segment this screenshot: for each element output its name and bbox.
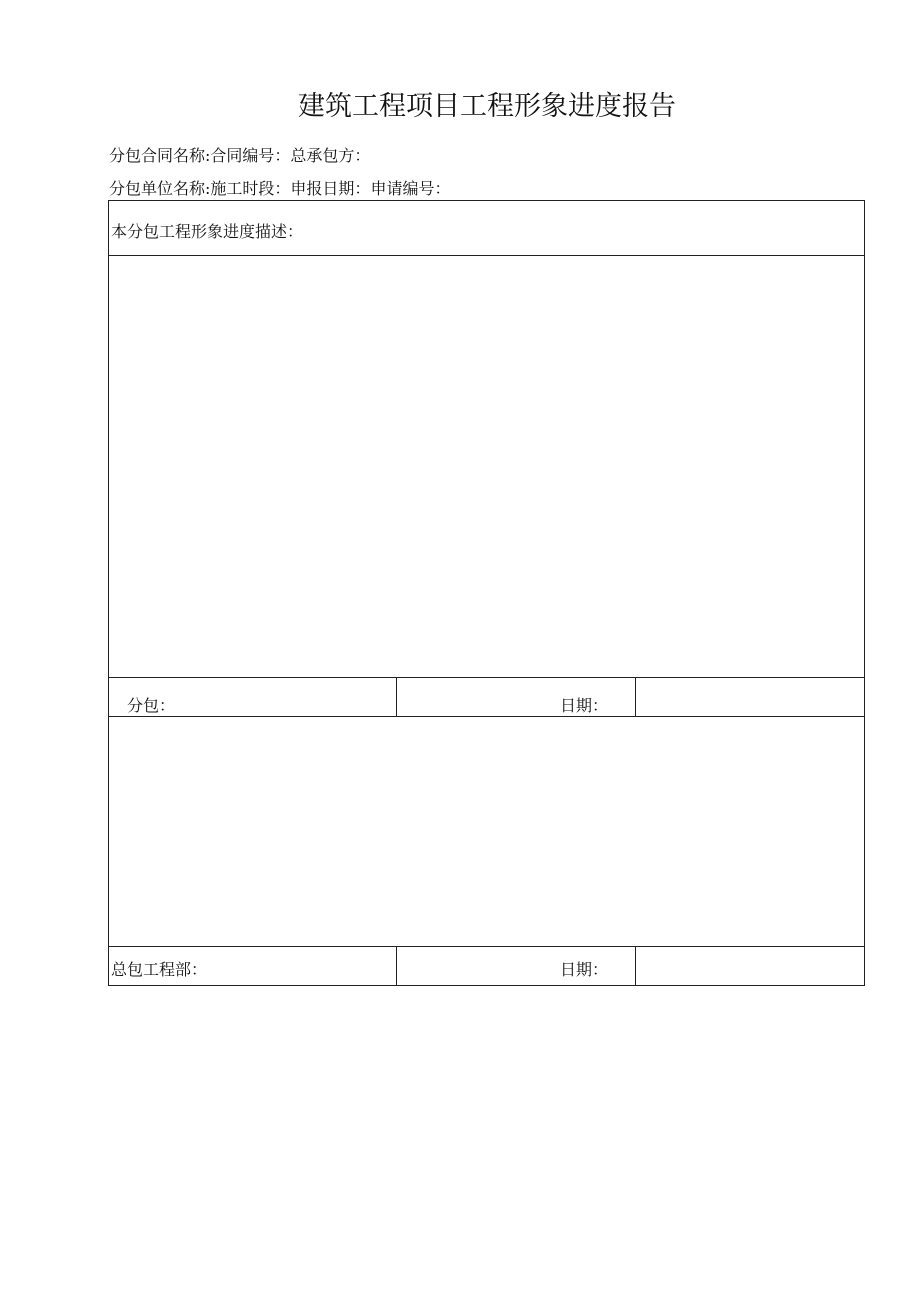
general-dept-date-label: 日期：: [560, 960, 609, 979]
info-line-contract: [109, 143, 370, 166]
construction-period-label: 施工时段：: [210, 179, 291, 198]
subcontractor-sign-label: 分包：: [127, 696, 176, 715]
progress-report-form: [108, 200, 865, 986]
form-vline-gen-1: [396, 946, 397, 986]
general-contractor-label: 总承包方：: [290, 146, 371, 165]
progress-description-area[interactable]: [109, 256, 864, 676]
info-line-subcontractor: [109, 176, 450, 199]
page-title: 建筑工程项目工程形象进度报告: [298, 91, 676, 122]
general-dept-sign-label: 总包工程部：: [111, 960, 208, 979]
progress-description-label: 本分包工程形象进度描述：: [111, 222, 304, 241]
form-vline-sub-1: [396, 677, 397, 716]
subcontractor-date-label: 日期：: [560, 696, 609, 715]
subcontractor-name-label: 分包单位名称:: [109, 179, 211, 198]
report-date-label: 申报日期：: [290, 179, 371, 198]
general-dept-date-field[interactable]: [636, 947, 864, 985]
subcontractor-date-field[interactable]: [636, 678, 864, 715]
general-dept-review-area[interactable]: [109, 717, 864, 945]
application-number-label: 申请编号：: [370, 179, 451, 198]
contract-name-label: 分包合同名称:: [109, 146, 211, 165]
contract-number-label: 合同编号：: [210, 146, 291, 165]
